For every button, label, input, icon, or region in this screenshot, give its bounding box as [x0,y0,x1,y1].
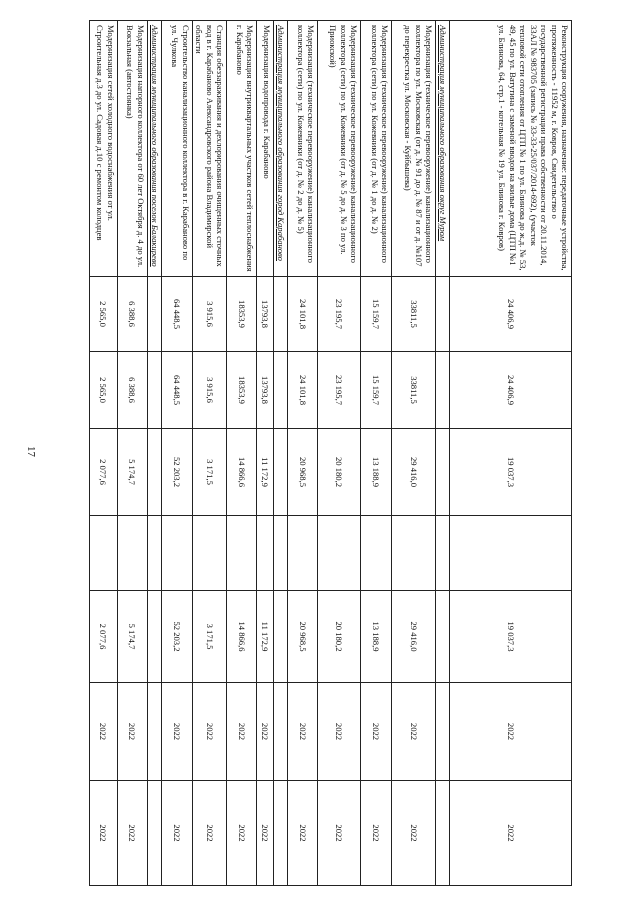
value-cell-7: 2022 [89,781,117,886]
value-cell-4 [89,516,117,591]
empty-cell [274,683,288,781]
value-cell-3: 2 077,6 [89,429,117,516]
value-cell-4 [318,516,361,591]
project-description: Станция обеззараживания и дехлорирования очищенных сточных вод в г. Карабаново Александровского района Владимирской области [192,21,226,277]
value-cell-5: 2 077,6 [89,591,117,683]
value-cell-7: 2022 [288,781,318,886]
value-cell-5: 3 171,5 [192,591,226,683]
value-cell-5: 5 174,7 [117,591,147,683]
empty-cell [436,591,450,683]
value-cell-1: 64 448,5 [161,277,192,352]
value-cell-4 [161,516,192,591]
value-cell-3: 20 180,2 [318,429,361,516]
value-cell-5: 52 203,2 [161,591,192,683]
value-cell-2: 23 195,7 [318,352,361,429]
value-cell-7: 2022 [192,781,226,886]
empty-cell [147,516,161,591]
section-title: Администрация муниципального образования поселок Балакирево [147,21,161,277]
value-cell-2: 2 565,0 [89,352,117,429]
table-row [288,21,318,886]
table-row [192,21,226,886]
project-description: Модернизация (техническое перевооружение) канализационного коллектора по ул. Московская (от д. № 91 до д. № 87 и от д. №107 до перекрестка ул. Московская - Куйбышева) [392,21,436,277]
investment-table [89,20,572,886]
value-cell-4 [392,516,436,591]
value-cell-2: 15 159,7 [361,352,392,429]
value-cell-1: 15 159,7 [361,277,392,352]
value-cell-7: 2022 [392,781,436,886]
empty-cell [274,277,288,352]
project-description: Модернизация внутриквартальных участков сетей теплоснабжения г. Карабаново [227,21,257,277]
value-cell-1: 24 406,9 [450,277,572,352]
empty-cell [436,352,450,429]
value-cell-6: 2022 [318,683,361,781]
value-cell-5: 20 180,2 [318,591,361,683]
table-row [257,21,274,886]
value-cell-1: 6 388,6 [117,277,147,352]
value-cell-3: 29 416,0 [392,429,436,516]
value-cell-4 [288,516,318,591]
table-row [318,21,361,886]
value-cell-6: 2022 [117,683,147,781]
project-description: Модернизация (техническое перевооружение) канализационного коллектора (сети) по ул. Кожевники (от д. № 5 до д. № 3 по ул. Приокской) [318,21,361,277]
value-cell-7: 2022 [318,781,361,886]
value-cell-3: 13 188,9 [361,429,392,516]
table-row [161,21,192,886]
project-description: Модернизация водопровода г. Карабаново [257,21,274,277]
value-cell-1: 18353,9 [227,277,257,352]
value-cell-1: 24 101,8 [288,277,318,352]
empty-cell [147,352,161,429]
empty-cell [147,277,161,352]
value-cell-6: 2022 [227,683,257,781]
empty-cell [274,516,288,591]
page-number: 17 [25,446,37,457]
project-description: Модернизация сетей холодного водоснабжения от ул. Строительная д.3 до ул. Садовая д.10 с ремонтом колодцев [89,21,117,277]
value-cell-2: 24 406,9 [450,352,572,429]
value-cell-6: 2022 [192,683,226,781]
project-description: Строительство канализационного коллектора в г. Карабаново по ул. Чулкова [161,21,192,277]
project-description: Модернизация (техническое перевооружение) канализационного коллектора (сети) по ул. Кожевники (от д. № 2 до д. № 5) [288,21,318,277]
value-cell-6: 2022 [288,683,318,781]
section-row [147,21,161,886]
value-cell-7: 2022 [450,781,572,886]
value-cell-6: 2022 [361,683,392,781]
value-cell-2: 3 915,6 [192,352,226,429]
table-row [117,21,147,886]
value-cell-4 [227,516,257,591]
value-cell-3: 52 203,2 [161,429,192,516]
value-cell-2: 18353,9 [227,352,257,429]
value-cell-2: 24 101,8 [288,352,318,429]
empty-cell [147,429,161,516]
value-cell-7: 2022 [227,781,257,886]
empty-cell [436,781,450,886]
table-row [227,21,257,886]
value-cell-3: 14 866,6 [227,429,257,516]
section-title: Администрация муниципального образования округ Муром [436,21,450,277]
value-cell-5: 19 037,3 [450,591,572,683]
empty-cell [274,429,288,516]
value-cell-6: 2022 [450,683,572,781]
value-cell-3: 19 037,3 [450,429,572,516]
value-cell-7: 2022 [257,781,274,886]
value-cell-6: 2022 [392,683,436,781]
section-row [436,21,450,886]
project-description: Реконструкция сооружения, назначение: передаточные устройства, протяженность - 11952 м, г. Ковров, Свидетельство о государственной регистрации права собственности от 20.11.2014, 33АЛ № 983705 (запись № 33-33-25/037/2014-692), (участок тепловой сети отопления от ЦТП № 1 по ул. Блинова до ж.д. № 53, 49, 45 по ул. Ватутина с заменой вводов на жилые дома (ЦТП №1 ул. Блинова, 64, стр.1 - котельная № 19 ул. Блинова г. Ковров) [450,21,572,277]
empty-cell [436,516,450,591]
table-row [450,21,572,886]
project-description: Модернизация (техническое перевооружение) канализационного коллектора (сети) по ул. Кожевники (от д. № 1 до д. № 2) [361,21,392,277]
value-cell-7: 2022 [117,781,147,886]
value-cell-4 [117,516,147,591]
value-cell-3: 5 174,7 [117,429,147,516]
empty-cell [147,683,161,781]
table-row [89,21,117,886]
value-cell-4 [192,516,226,591]
value-cell-3: 20 968,5 [288,429,318,516]
value-cell-2: 13793,8 [257,352,274,429]
value-cell-6: 2022 [89,683,117,781]
value-cell-5: 29 416,0 [392,591,436,683]
table-body [89,21,571,886]
empty-cell [147,781,161,886]
value-cell-1: 13793,8 [257,277,274,352]
value-cell-2: 33811,5 [392,352,436,429]
value-cell-3: 11 172,9 [257,429,274,516]
empty-cell [274,781,288,886]
value-cell-5: 20 968,5 [288,591,318,683]
value-cell-1: 23 195,7 [318,277,361,352]
project-description: Модернизация напорного коллектора от 60 лет Октября д. 4 до ул. Вокзальная (автостоянка) [117,21,147,277]
value-cell-1: 33811,5 [392,277,436,352]
value-cell-3: 3 171,5 [192,429,226,516]
empty-cell [436,683,450,781]
value-cell-4 [361,516,392,591]
value-cell-1: 3 915,6 [192,277,226,352]
value-cell-1: 2 565,0 [89,277,117,352]
value-cell-2: 6 388,6 [117,352,147,429]
value-cell-2: 64 448,5 [161,352,192,429]
value-cell-5: 13 188,9 [361,591,392,683]
table-row [392,21,436,886]
value-cell-5: 11 172,9 [257,591,274,683]
value-cell-5: 14 866,6 [227,591,257,683]
rotated-table-container [97,20,572,885]
value-cell-6: 2022 [161,683,192,781]
empty-cell [147,591,161,683]
value-cell-6: 2022 [257,683,274,781]
section-row [274,21,288,886]
value-cell-7: 2022 [161,781,192,886]
empty-cell [436,429,450,516]
value-cell-4 [257,516,274,591]
empty-cell [274,352,288,429]
value-cell-4 [450,516,572,591]
value-cell-7: 2022 [361,781,392,886]
empty-cell [436,277,450,352]
section-title: Администрация муниципального образования город Карабаново [274,21,288,277]
empty-cell [274,591,288,683]
table-row [361,21,392,886]
